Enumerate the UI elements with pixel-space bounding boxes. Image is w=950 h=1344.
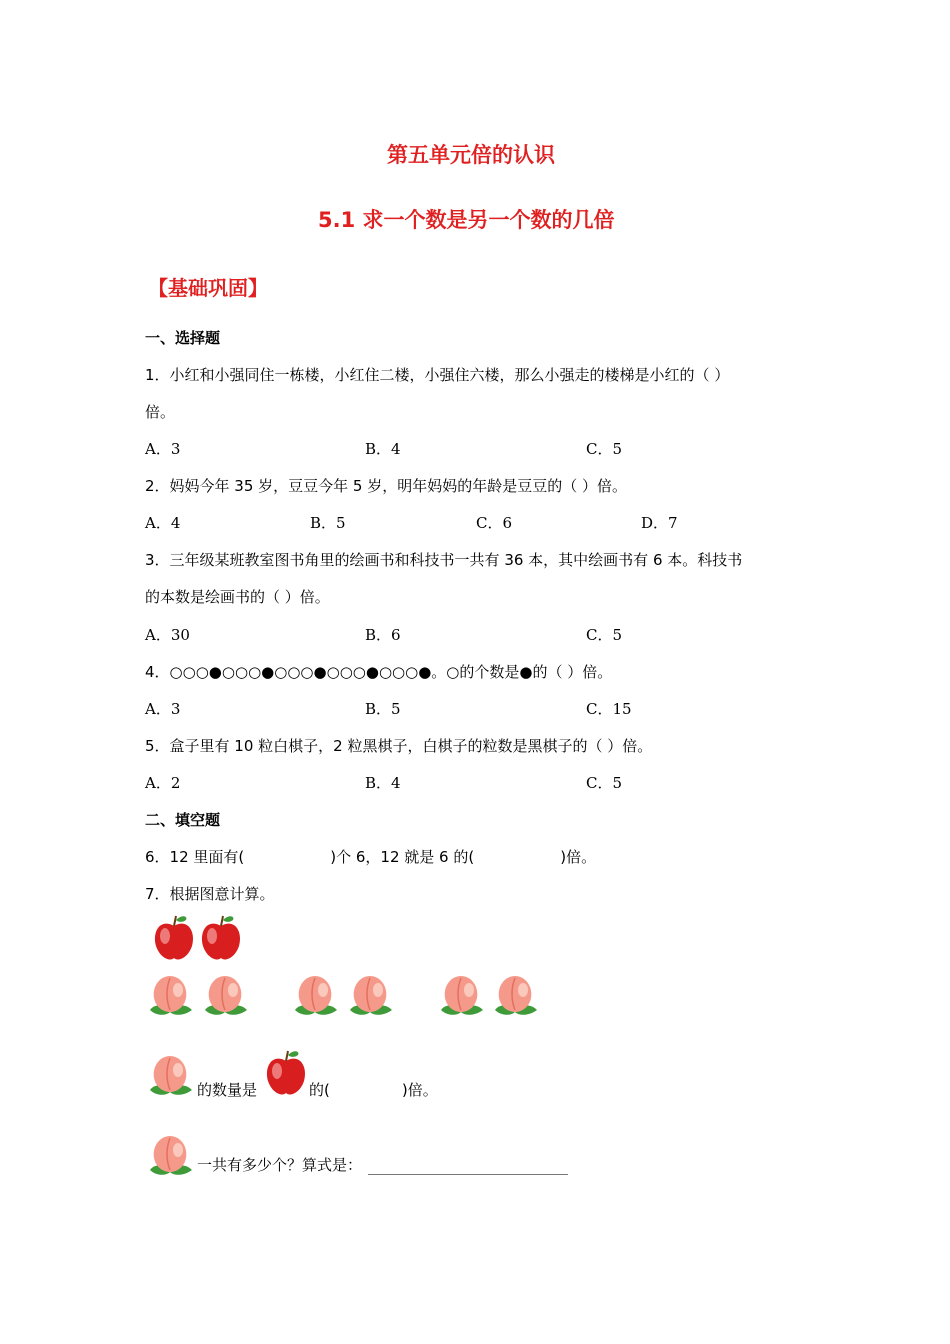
q6-line (145, 846, 596, 867)
q1-line1: 1．小红和小强同住一栋楼，小红住二楼，小强住六楼，那么小强走的楼梯是小红的（ ） (145, 366, 730, 384)
q1-option-b[interactable]: B．4 (365, 440, 401, 458)
q3-option-a[interactable]: A．30 (145, 626, 190, 644)
peach-icon (146, 1052, 194, 1098)
q6-part-b: )个 6，12 就是 6 的( (330, 848, 475, 866)
q2-option-a[interactable]: A．4 (145, 514, 181, 532)
apple-icon (199, 914, 243, 962)
q4-option-a[interactable]: A．3 (145, 700, 181, 718)
peach-icon (291, 972, 339, 1018)
q2-option-b[interactable]: B．5 (310, 514, 346, 532)
q4-option-c[interactable]: C．15 (586, 700, 632, 718)
q6-part-c: )倍。 (560, 848, 597, 866)
q7-line1-a: 的( (309, 1081, 330, 1099)
page-subtitle: 5.1 求一个数是另一个数的几倍 (318, 208, 615, 232)
q3-option-c[interactable]: C．5 (586, 626, 623, 644)
q7-line1-mid: 的数量是 (197, 1081, 258, 1099)
part2-heading: 二、填空题 (145, 811, 221, 829)
q5-option-b[interactable]: B．4 (365, 774, 401, 792)
q4-option-b[interactable]: B．5 (365, 700, 401, 718)
q7-text: 7．根据图意计算。 (145, 885, 275, 903)
peach-icon (201, 972, 249, 1018)
q7-line1-b: )倍。 (401, 1081, 438, 1099)
peach-icon (146, 1132, 194, 1178)
peach-icon (437, 972, 485, 1018)
section-label: 【基础巩固】 (148, 276, 268, 300)
part1-heading: 一、选择题 (145, 329, 221, 347)
q6-part-a: 6．12 里面有( (145, 848, 245, 866)
apple-icon (264, 1049, 308, 1097)
q5-option-a[interactable]: A．2 (145, 774, 181, 792)
q3-option-b[interactable]: B．6 (365, 626, 401, 644)
apple-icon (152, 914, 196, 962)
peach-icon (346, 972, 394, 1018)
q7-line1-tail (309, 1079, 438, 1100)
page-title: 第五单元倍的认识 (387, 143, 555, 167)
q7-line2-text: 一共有多少个？算式是： (197, 1156, 363, 1174)
q7-answer-line[interactable] (368, 1158, 568, 1175)
q7-line2 (197, 1154, 568, 1175)
q3-line2: 的本数是绘画书的（ ）倍。 (145, 588, 330, 606)
q2-text: 2．妈妈今年 35 岁，豆豆今年 5 岁，明年妈妈的年龄是豆豆的（ ）倍。 (145, 477, 628, 495)
q1-option-c[interactable]: C．5 (586, 440, 623, 458)
q1-line2: 倍。 (145, 403, 176, 421)
q2-option-d[interactable]: D．7 (641, 514, 678, 532)
q3-line1: 3．三年级某班教室图书角里的绘画书和科技书一共有 36 本，其中绘画书有 6 本。科技书 (145, 551, 743, 569)
q4-text: 4．○○○●○○○●○○○●○○○●○○○●。○的个数是●的（ ）倍。 (145, 663, 613, 681)
q2-option-c[interactable]: C．6 (476, 514, 513, 532)
q5-option-c[interactable]: C．5 (586, 774, 623, 792)
q5-text: 5．盒子里有 10 粒白棋子，2 粒黑棋子，白棋子的粒数是黑棋子的（ ）倍。 (145, 737, 653, 755)
peach-icon (491, 972, 539, 1018)
peach-icon (146, 972, 194, 1018)
q1-option-a[interactable]: A．3 (145, 440, 181, 458)
